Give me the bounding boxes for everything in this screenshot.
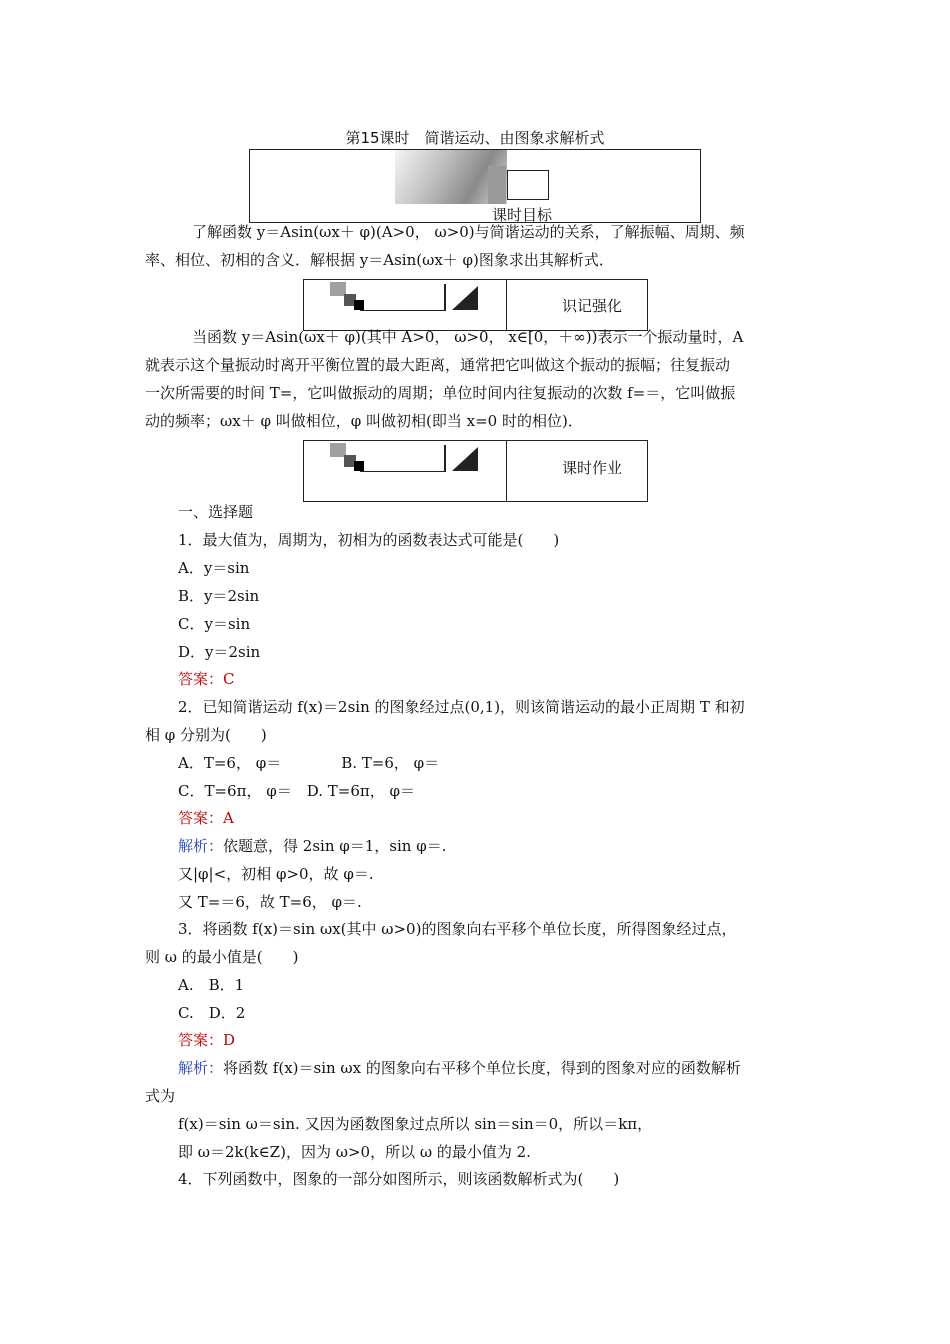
q3-analysis-3: 即 ω＝2k(k∈Z)，因为 ω>0，所以 ω 的最小值为 2. (178, 1143, 531, 1161)
q3-analysis-text: 将函数 f(x)＝sin ωx 的图象向右平移个单位长度，得到的图象对应的函数解析 (223, 1059, 741, 1077)
review-line-3: 一次所需要的时间 T=，它叫做振动的周期；单位时间内往复振动的次数 f=＝，它叫做振 (145, 384, 736, 402)
q2-answer: 答案：A (178, 809, 234, 827)
review-line-4: 动的频率；ωx＋ φ 叫做相位，φ 叫做初相(即当 x=0 时的相位)． (145, 412, 583, 430)
q1-stem: 1．最大值为，周期为，初相为的函数表达式可能是( ) (178, 531, 560, 549)
q1-option-b: B．y＝2sin (178, 587, 260, 605)
q2-analysis-text: 依题意，得 2sin φ＝1，sin φ＝. (223, 837, 447, 855)
q2-stem-1: 2．已知简谐运动 f(x)＝2sin 的图象经过点(0,1)，则该简谐运动的最小正周期 T 和初 (178, 698, 745, 716)
q3-analysis-label: 解析： (178, 1059, 224, 1077)
review-icon-cell (304, 280, 444, 330)
section-heading: 一、选择题 (178, 503, 254, 521)
q2-stem-2: 相 φ 分别为( ) (145, 726, 267, 744)
page-title: 第15课时 简谐运动、由图象求解析式 (345, 129, 605, 147)
review-label: 识记强化 (562, 297, 623, 315)
q2-options-cd: C．T=6π， φ＝ D. T=6π， φ＝ (178, 782, 415, 800)
q3-stem-1: 3．将函数 f(x)＝sin ωx(其中 ω>0)的图象向右平移个单位长度，所得图象经过点， (178, 920, 737, 938)
q2-analysis-1 (178, 836, 447, 856)
q3-options-cd: C. D．2 (178, 1004, 246, 1022)
icon-underline-box (360, 445, 446, 472)
review-line-2: 就表示这个量振动时离开平衡位置的最大距离，通常把它叫做这个振动的振幅；往复振动 (145, 356, 731, 374)
review-line-1: 当函数 y＝Asin(ωx＋ φ)(其中 A>0， ω>0， x∈[0，＋∞))表示一个振动量时，A (192, 328, 744, 346)
objectives-box (249, 149, 701, 223)
banner-frame (507, 170, 549, 200)
q3-options-ab: A. B．1 (178, 976, 245, 994)
icon-underline-box (360, 284, 446, 311)
homework-icon-cell (304, 441, 444, 501)
review-box (303, 279, 648, 331)
q1-answer: 答案：C (178, 670, 235, 688)
icon-triangle (452, 447, 478, 471)
q3-analysis-2: f(x)＝sin ω＝sin. 又因为函数图象过点所以 sin＝sin＝0，所以＝kπ， (178, 1115, 653, 1133)
q3-answer: 答案：D (178, 1031, 236, 1049)
icon-triangle (452, 286, 478, 310)
review-divider-cell (444, 280, 507, 330)
homework-label: 课时作业 (562, 459, 623, 477)
homework-box (303, 440, 648, 502)
objective-line-1: 了解函数 y＝Asin(ωx＋ φ)(A>0， ω>0)与简谐运动的关系，了解振幅、周期、频 (192, 223, 745, 241)
q2-analysis-2: 又|φ|<，初相 φ>0，故 φ＝. (178, 865, 374, 883)
banner-stripe (488, 166, 506, 204)
q3-stem-2: 则 ω 的最小值是( ) (145, 948, 299, 966)
homework-divider-cell (444, 441, 507, 501)
objectives-label: 课时目标 (492, 206, 553, 224)
objective-line-2: 率、相位、初相的含义．解根据 y＝Asin(ωx＋ φ)图象求出其解析式． (145, 251, 614, 269)
q1-option-a: A．y＝sin (178, 559, 250, 577)
q1-option-d: D．y＝2sin (178, 643, 261, 661)
q3-analysis-1 (178, 1058, 741, 1078)
q2-analysis-label: 解析： (178, 837, 224, 855)
q2-options-ab: A．T=6， φ＝ B. T=6， φ＝ (178, 754, 440, 772)
q3-analysis-1b: 式为 (145, 1087, 176, 1105)
q4-stem: 4．下列函数中，图象的一部分如图所示，则该函数解析式为( ) (178, 1170, 620, 1188)
q1-option-c: C．y＝sin (178, 615, 251, 633)
q2-analysis-3: 又 T=＝6，故 T=6， φ＝. (178, 893, 362, 911)
